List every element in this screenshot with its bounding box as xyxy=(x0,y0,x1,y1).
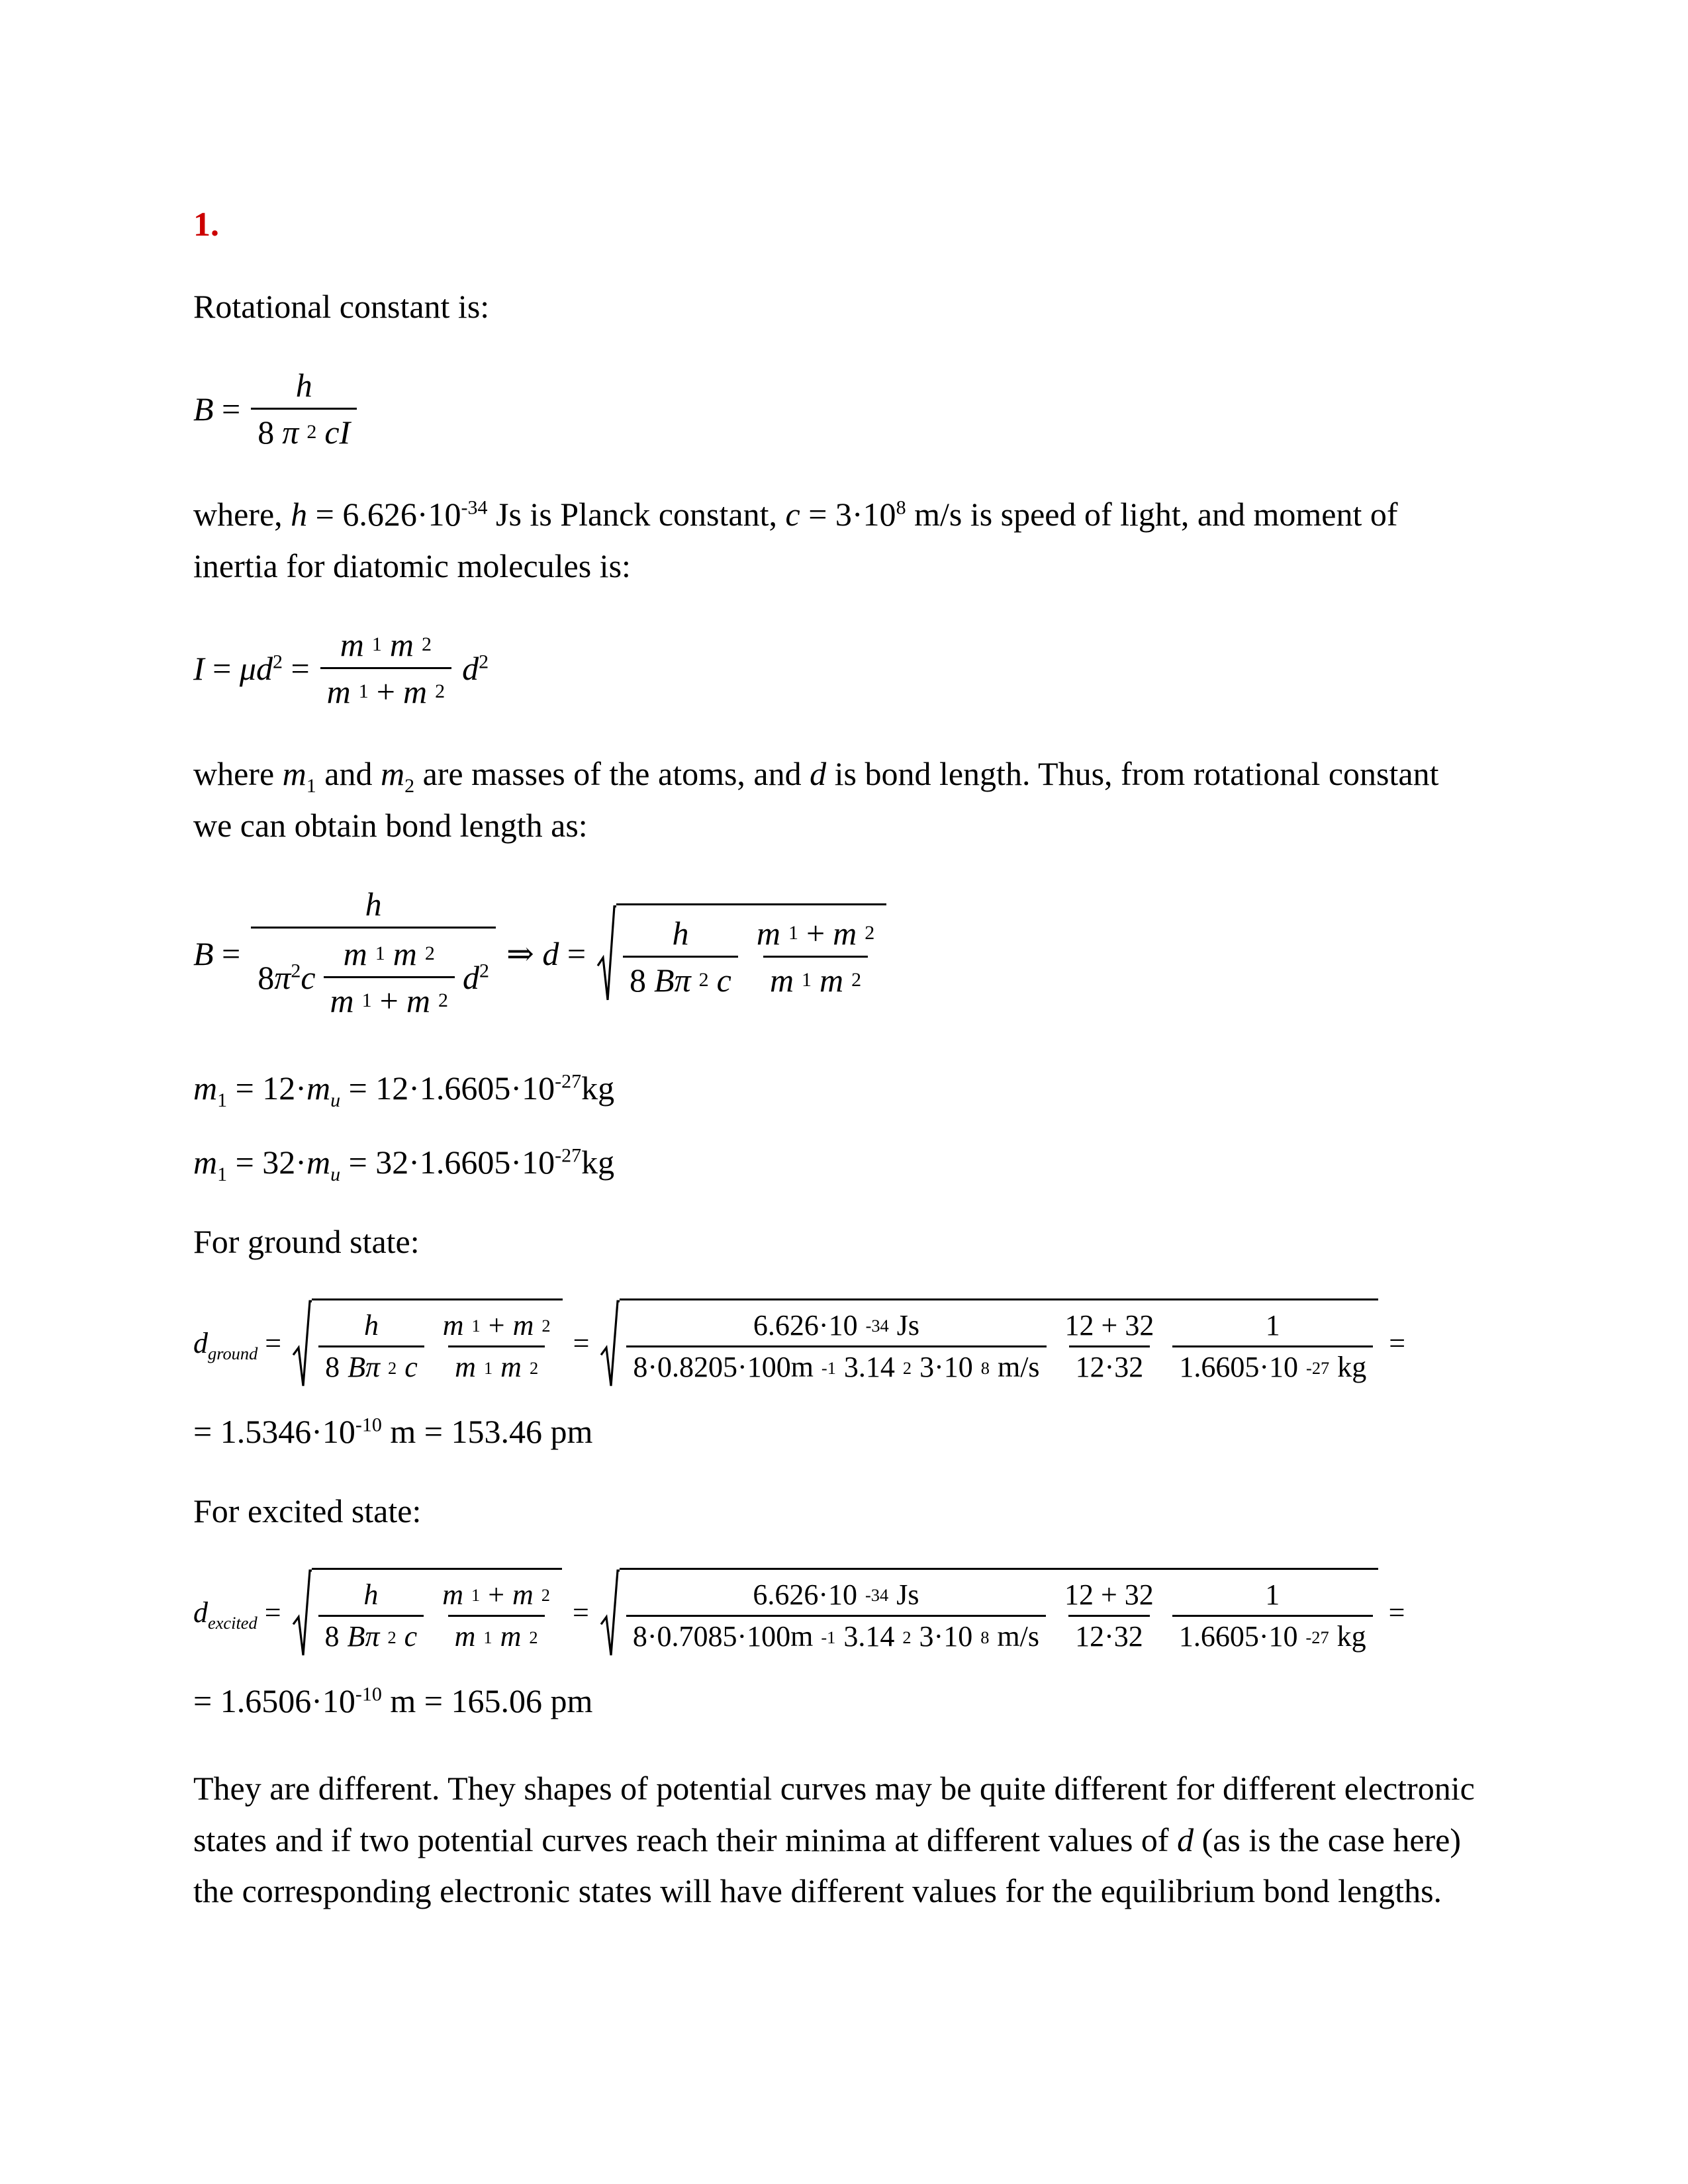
excited-state-label: For excited state: xyxy=(193,1492,422,1530)
result-value: = $1.5346\cdot 10^{-10}$ m = 153.46 pm xyxy=(193,1413,593,1451)
implies-arrow: ⇒ d = xyxy=(506,935,586,973)
eq-rhs: $d^2$ xyxy=(462,649,489,687)
fraction-denominator: 8 Bπ 2 c xyxy=(623,956,738,1003)
radical-icon xyxy=(292,1298,312,1390)
fraction xyxy=(436,1575,557,1658)
sqrt-content xyxy=(312,1298,562,1390)
fraction-numerator: m 1 + m 2 xyxy=(442,1578,550,1611)
radical-icon xyxy=(600,1568,620,1659)
mass-2-expression: $m_1 = 32\cdot m_u = 32\cdot 1.6605\cdot 10^{-27}kg$ xyxy=(193,1144,615,1186)
fraction-denominator: m 1 + m 2 xyxy=(320,667,451,714)
equation-bond-length-derivation xyxy=(193,882,1476,1026)
fraction xyxy=(318,1306,424,1388)
fraction xyxy=(626,1575,1046,1658)
fraction xyxy=(623,911,738,1003)
fraction-numerator: h xyxy=(672,915,689,952)
equation-rotational-constant xyxy=(193,363,1476,455)
sqrt-expression xyxy=(292,1298,562,1390)
denominator-prefix: $8\pi^2c$ xyxy=(258,958,316,996)
fraction xyxy=(1058,1575,1160,1658)
equation-mass-1 xyxy=(193,1068,1476,1112)
equals-sign: = xyxy=(573,1326,590,1359)
ground-state-result xyxy=(193,1412,1476,1451)
fraction-numerator: m 1 m 2 xyxy=(343,935,435,973)
fraction-denominator: m 1 m 2 xyxy=(448,1345,545,1388)
fraction xyxy=(320,622,451,714)
fraction-denominator: 8·0.7085·100m -1 3.14 2 3·10 8 m/s xyxy=(626,1615,1046,1657)
fraction-denominator: m 1 + m 2 xyxy=(324,976,455,1023)
fraction-numerator: h xyxy=(363,1578,379,1611)
sqrt-expression xyxy=(596,903,886,1004)
sqrt-expression xyxy=(292,1568,562,1659)
fraction-denominator: 12·32 xyxy=(1068,1615,1150,1657)
fraction xyxy=(1172,1306,1373,1388)
sqrt-content xyxy=(620,1298,1378,1390)
fraction-numerator: h xyxy=(295,367,312,404)
fraction xyxy=(251,363,357,455)
fraction-denominator: m 1 m 2 xyxy=(763,956,868,1003)
fraction xyxy=(1172,1575,1373,1658)
equals-sign: = xyxy=(573,1596,589,1629)
fraction-denominator: 8 Bπ 2 c xyxy=(318,1615,424,1657)
equation-moment-of-inertia xyxy=(193,622,1476,714)
fraction xyxy=(1058,1306,1161,1388)
fraction-denominator: 1.6605·10 -27 kg xyxy=(1172,1615,1373,1657)
fraction xyxy=(436,1306,557,1388)
fraction-numerator: 1 xyxy=(1265,1578,1280,1611)
eq-lhs: $d_{ground}$ = xyxy=(193,1326,282,1363)
excited-state-result xyxy=(193,1681,1476,1721)
equals-sign: = xyxy=(1389,1326,1406,1359)
outer-fraction xyxy=(251,882,496,1026)
intro-paragraph: Rotational constant is: xyxy=(193,287,490,325)
radical-icon xyxy=(292,1568,312,1659)
ground-state-label: For ground state: xyxy=(193,1223,420,1261)
fraction-numerator: h xyxy=(363,1308,379,1342)
fraction-numerator: m 1 + m 2 xyxy=(756,915,875,952)
eq-lhs: $I = \mu d^2$ = xyxy=(193,649,310,687)
fraction-denominator: 1.6605·10 -27 kg xyxy=(1172,1345,1373,1388)
equation-mass-2 xyxy=(193,1142,1476,1186)
fraction-denominator: 8 π 2 cI xyxy=(251,408,357,455)
equals-sign: = xyxy=(1388,1596,1405,1629)
fraction-numerator: 6.626·10 -34 Js xyxy=(753,1578,919,1611)
eq-lhs: B = xyxy=(193,935,241,973)
paragraph-constants: where, $h = 6.626\cdot 10^{-34}$ Js is Planck constant, $c = 3\cdot 10^8$ m/s is speed of light, and moment of inertia for diatomic molecules is: xyxy=(193,496,1398,584)
conclusion-paragraph: They are different. They shapes of potential curves may be quite different for different electronic states and if two potential curves reach their minima at different values of d (as is the case here) the corresponding electronic states will have different values for the equilibrium bond lengths. xyxy=(193,1770,1475,1910)
fraction-denominator: m 1 m 2 xyxy=(448,1615,545,1657)
fraction-denominator: 12·32 xyxy=(1069,1345,1150,1388)
fraction xyxy=(750,911,881,1003)
sqrt-content xyxy=(312,1568,562,1659)
sqrt-content xyxy=(616,903,886,1004)
fraction-denominator: 8·0.8205·100m -1 3.14 2 3·10 8 m/s xyxy=(626,1345,1046,1388)
fraction-denominator: 8 Bπ 2 c xyxy=(318,1345,424,1388)
eq-lhs: $d_{excited}$ = xyxy=(193,1596,281,1633)
sqrt-content xyxy=(620,1568,1378,1659)
equation-excited-state xyxy=(193,1568,1476,1659)
fraction-numerator: 12 + 32 xyxy=(1064,1578,1154,1611)
result-value: = $1.6506\cdot 10^{-10}$ m = 165.06 pm xyxy=(193,1682,593,1720)
fraction-numerator: h xyxy=(365,886,382,923)
radical-icon xyxy=(596,903,616,1004)
fraction-numerator: m 1 m 2 xyxy=(340,626,432,664)
mass-1-expression: $m_1 = 12\cdot m_u = 12\cdot 1.6605\cdot 10^{-27}kg$ xyxy=(193,1069,615,1112)
equation-ground-state xyxy=(193,1298,1476,1390)
denominator-suffix: $d^2$ xyxy=(462,958,489,996)
eq-lhs: B = xyxy=(193,390,241,428)
problem-number: 1. xyxy=(193,206,219,244)
fraction-numerator: 6.626·10 -34 Js xyxy=(753,1308,920,1342)
sqrt-expression xyxy=(600,1568,1378,1659)
fraction-numerator: 12 + 32 xyxy=(1064,1308,1154,1342)
fraction-denominator xyxy=(251,927,496,1026)
paragraph-bond-length: where $m_1$ and $m_2$ are masses of the atoms, and d is bond length. Thus, from rotational constant we can obtain bond length as: xyxy=(193,755,1439,844)
fraction xyxy=(626,1306,1046,1388)
radical-icon xyxy=(600,1298,620,1390)
fraction xyxy=(318,1575,424,1658)
fraction-numerator: m 1 + m 2 xyxy=(442,1308,551,1342)
sqrt-expression xyxy=(600,1298,1378,1390)
inner-fraction xyxy=(324,931,455,1023)
fraction-numerator: 1 xyxy=(1265,1308,1280,1342)
